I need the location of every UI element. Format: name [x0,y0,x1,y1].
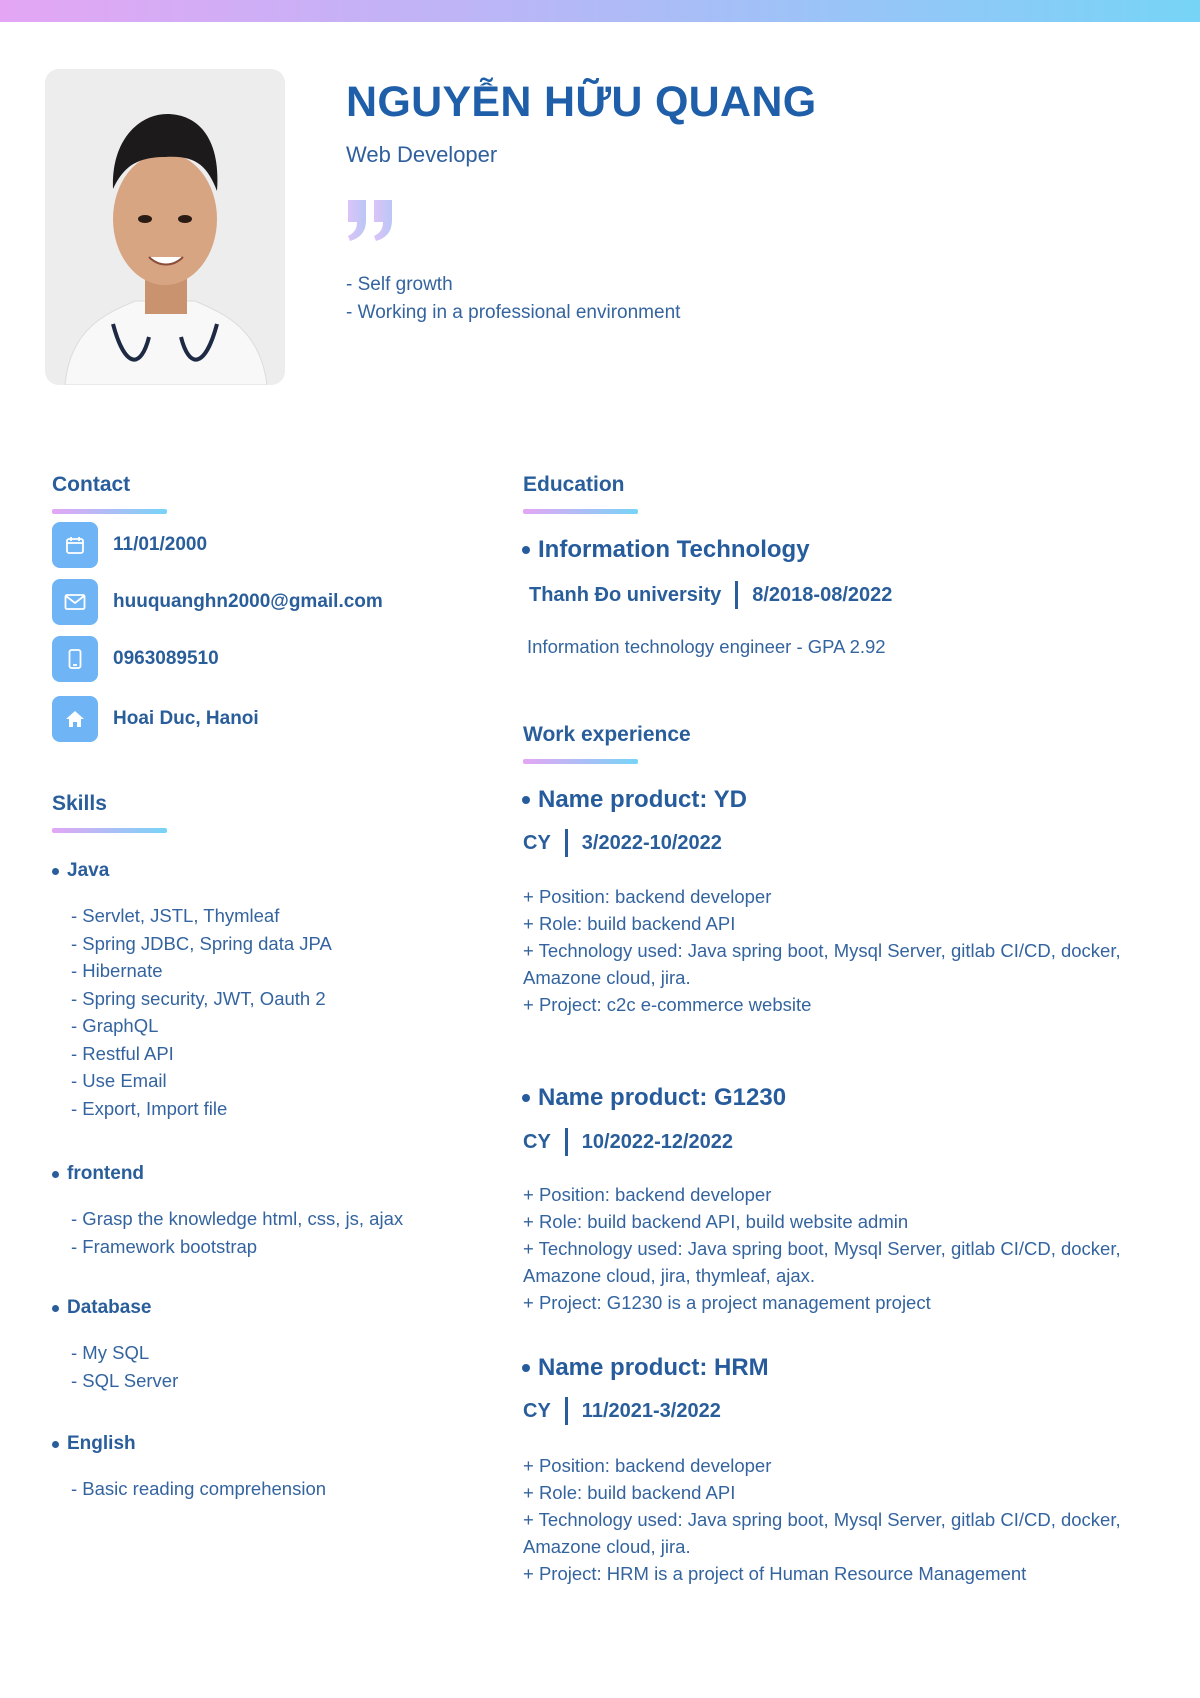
company-name: CY [523,831,551,854]
skill-item: - Spring JDBC, Spring data JPA [71,932,332,954]
project-meta [523,829,722,857]
bullet-icon [52,1171,59,1178]
candidate-name: NGUYỄN HỮU QUANG [346,78,817,126]
project-description [523,883,1163,1018]
divider [565,829,568,857]
project-line: + Project: G1230 is a project management project [523,1292,931,1313]
project-description [523,1452,1163,1587]
skill-group-english [52,1433,326,1503]
project-name [522,786,747,814]
bullet-icon [522,546,530,554]
skill-item: - Hibernate [71,960,163,981]
project-line: + Technology used: Java spring boot, Mysql Server, gitlab CI/CD, docker, Amazone cloud, jira, thymleaf, ajax. [523,1238,1121,1286]
address-value: Hoai Duc, Hanoi [113,708,259,729]
phone-icon [52,636,98,682]
bullet-icon [52,1441,59,1448]
objective-item: - Self growth [346,274,453,295]
project-line: + Technology used: Java spring boot, Mysql Server, gitlab CI/CD, docker, Amazone cloud, jira. [523,1509,1121,1557]
project-name [522,1354,769,1382]
skill-group-name: frontend [67,1163,145,1184]
skill-group-java [52,860,332,1122]
project-line: + Role: build backend API [523,1482,736,1503]
project-line: + Position: backend developer [523,1455,772,1476]
project-line: + Technology used: Java spring boot, Mysql Server, gitlab CI/CD, docker, Amazone cloud, jira. [523,940,1121,988]
project-line: + Project: c2c e-commerce website [523,994,812,1015]
skill-item: - Basic reading comprehension [71,1478,327,1499]
contact-section-title: Contact [52,473,131,496]
home-icon [52,696,98,742]
skill-item: - Servlet, JSTL, Thymleaf [71,905,280,926]
skill-item: - Spring security, JWT, Oauth 2 [71,987,326,1009]
quote-icon [346,198,396,242]
bullet-icon [522,1094,530,1102]
project-line: + Role: build backend API, build website admin [523,1211,909,1232]
bullet-icon [522,1364,530,1372]
project-line: + Project: HRM is a project of Human Resource Management [523,1563,1027,1584]
project-description [523,1181,1163,1316]
email-icon [52,579,98,625]
skill-item: - GraphQL [71,1015,159,1036]
project-title: Name product: YD [538,786,747,813]
project-period: 3/2022-10/2022 [581,831,722,854]
contact-address [52,695,259,743]
avatar-portrait [45,69,285,385]
project-title: Name product: G1230 [538,1084,787,1111]
phone-value: 0963089510 [113,648,219,669]
skill-group-name: English [67,1433,136,1454]
education-meta [529,581,892,609]
major-name: Information Technology [538,536,810,563]
bullet-icon [522,796,530,804]
skill-group-name: Database [67,1297,152,1318]
project-name [522,1084,786,1112]
work-section-title: Work experience [523,723,691,746]
divider [565,1128,568,1156]
project-line: + Position: backend developer [523,886,772,907]
skill-item: - Restful API [71,1042,174,1064]
skill-item: - SQL Server [71,1369,179,1391]
bullet-icon [52,1305,59,1312]
divider [735,581,738,609]
job-title: Web Developer [346,142,498,167]
skill-item: - Use Email [71,1070,167,1091]
top-gradient-bar [0,0,1200,22]
company-name: CY [523,1130,551,1153]
contact-phone [52,635,219,683]
project-line: + Position: backend developer [523,1184,772,1205]
education-section-title: Education [523,473,625,496]
skills-section-title: Skills [52,792,107,815]
skill-item: - Grasp the knowledge html, css, js, ajax [71,1208,404,1229]
objective-list [346,271,680,327]
objective-item: - Working in a professional environment [346,302,681,323]
contact-birthday [52,521,207,569]
education-period: 8/2018-08/2022 [752,583,893,606]
profile-photo [45,69,285,385]
project-line: + Role: build backend API [523,913,736,934]
birthday-value: 11/01/2000 [113,534,208,555]
skill-group-name: Java [67,860,110,881]
project-period: 11/2021-3/2022 [581,1399,721,1422]
skill-group-database [52,1297,178,1394]
skill-item: - Export, Import file [71,1097,228,1119]
education-detail: Information technology engineer - GPA 2.92 [527,636,886,657]
project-period: 10/2022-12/2022 [581,1130,734,1153]
skill-group-frontend [52,1163,403,1260]
project-meta [523,1397,721,1425]
project-meta [523,1128,733,1156]
contact-email [52,578,383,626]
bullet-icon [52,868,59,875]
project-title: Name product: HRM [538,1354,769,1381]
email-value[interactable]: huuquanghn2000@gmail.com [113,591,383,612]
company-name: CY [523,1399,551,1422]
divider [565,1397,568,1425]
calendar-icon [52,522,98,568]
skill-item: - Framework bootstrap [71,1235,258,1257]
school-name: Thanh Đo university [529,583,722,606]
education-major [522,536,810,564]
skill-item: - My SQL [71,1342,150,1363]
